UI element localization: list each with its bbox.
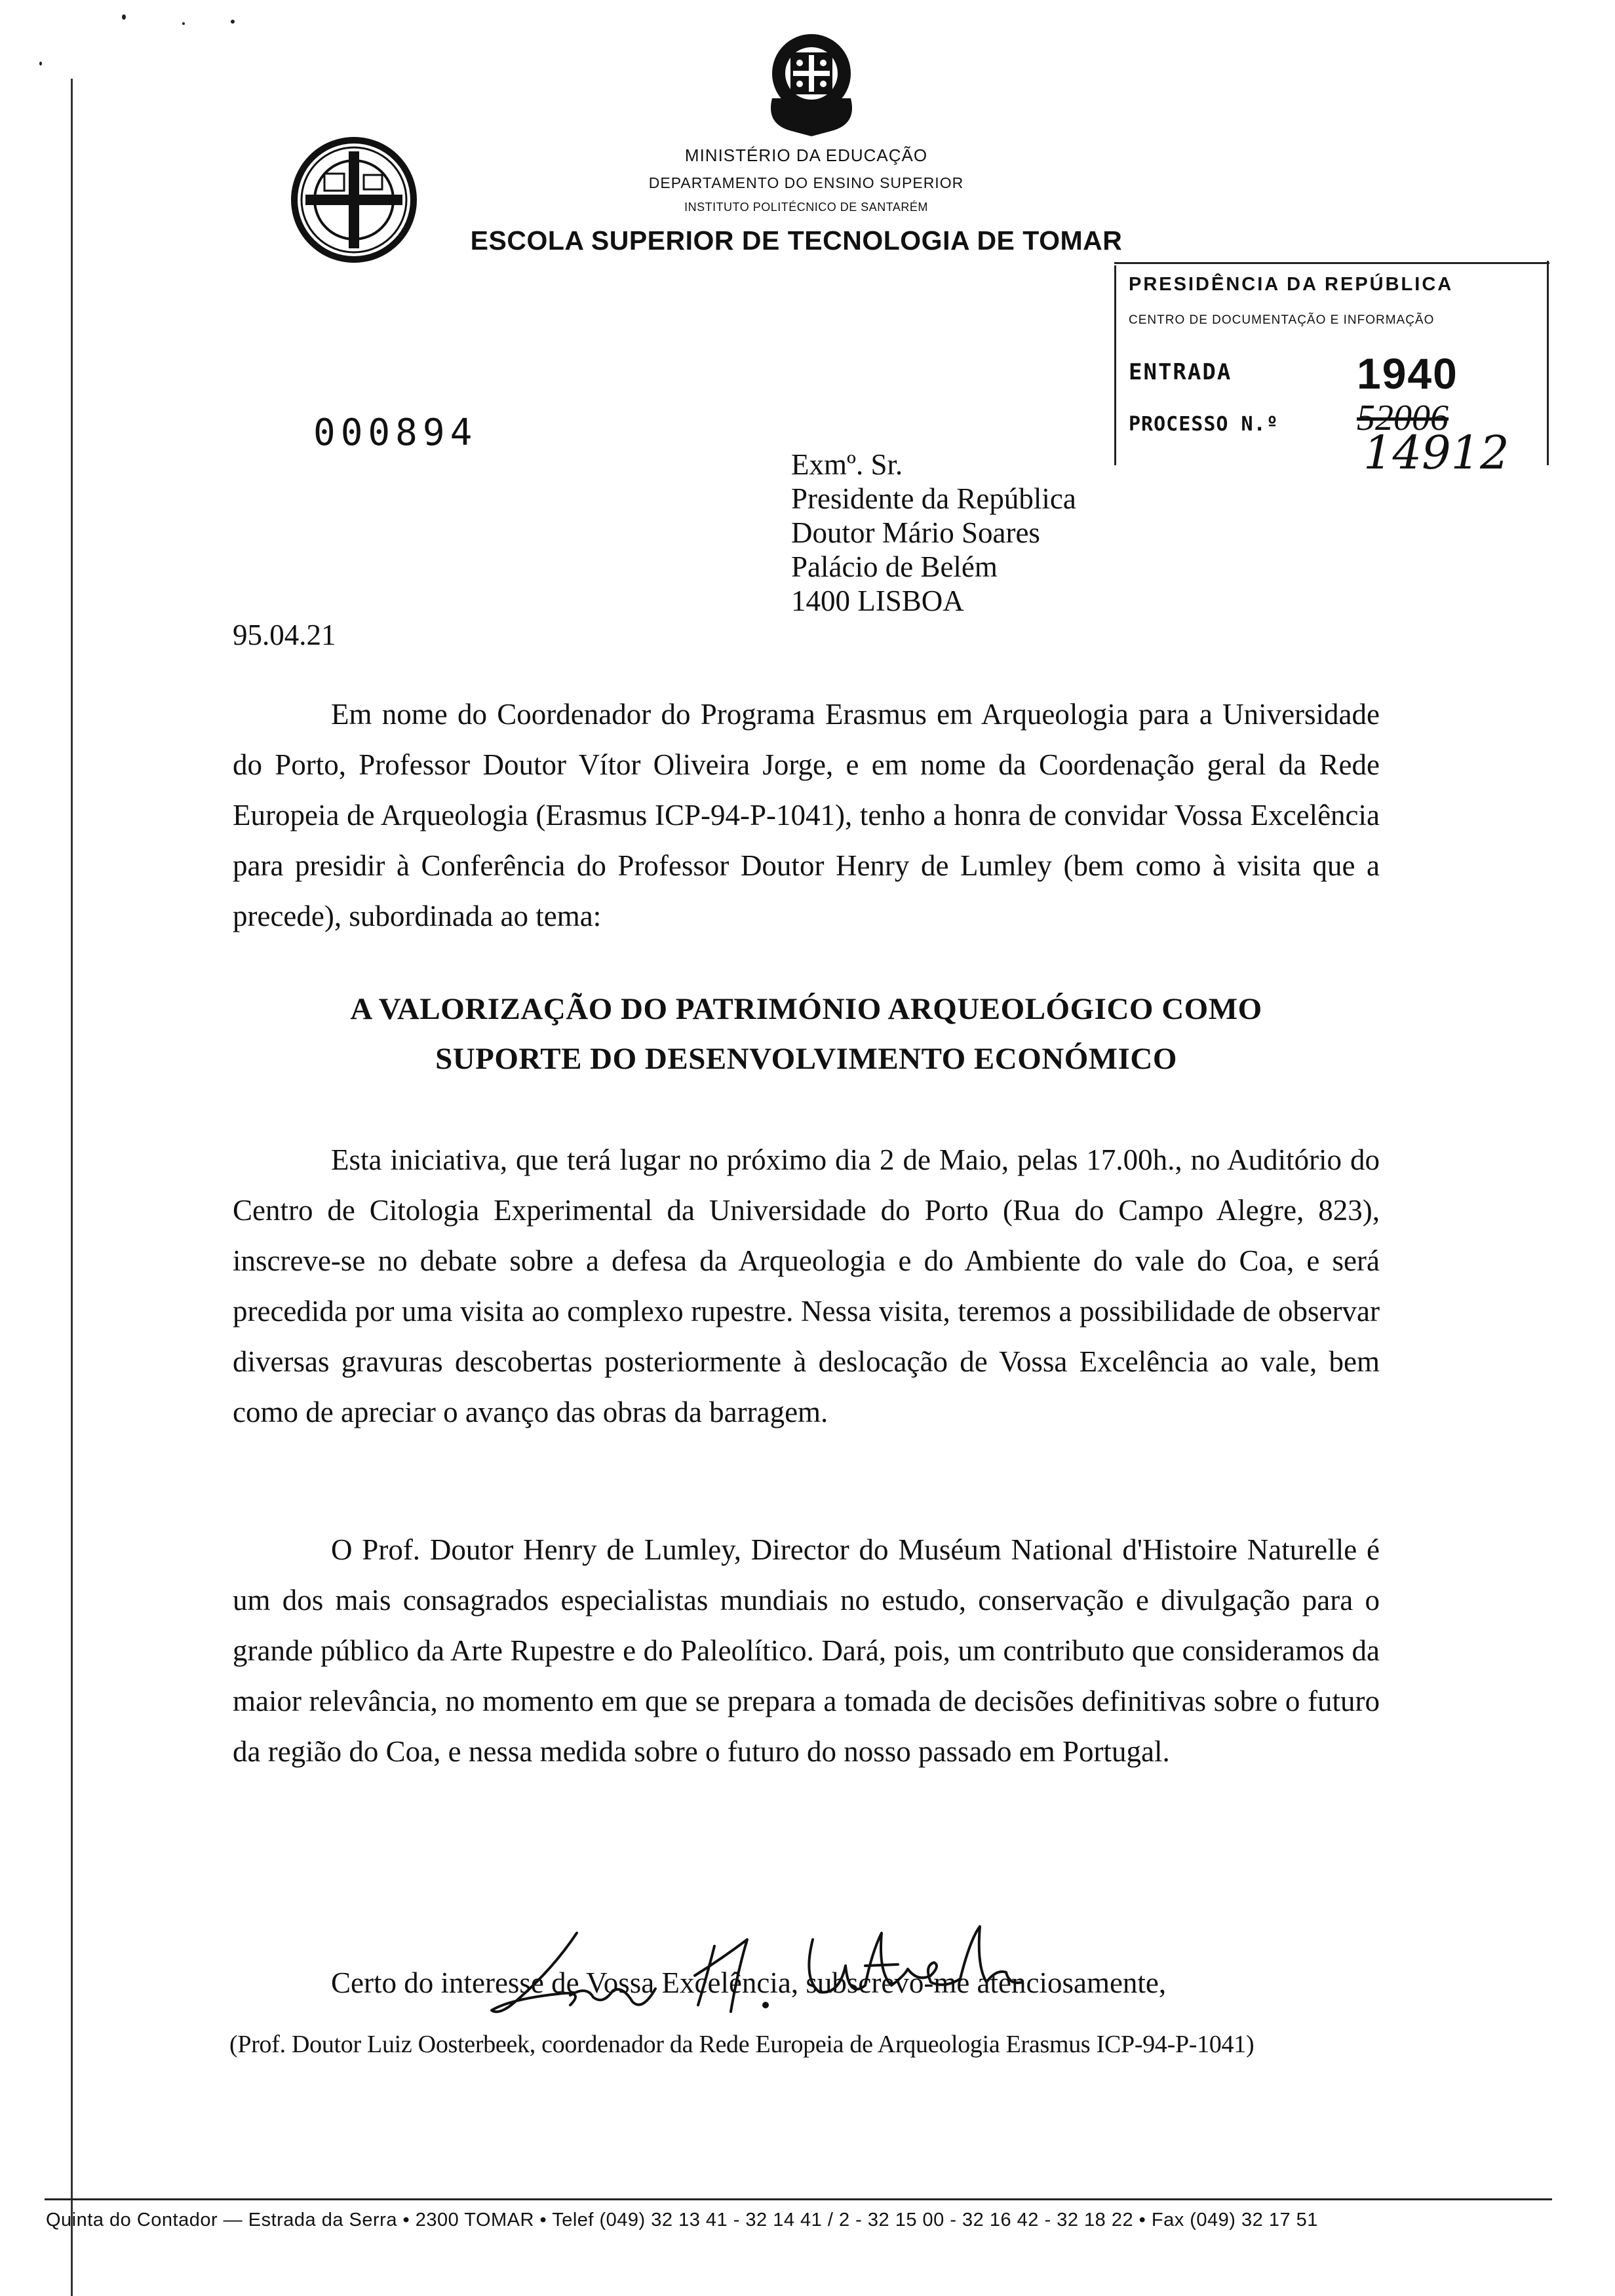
conference-title-line-2: SUPORTE DO DESENVOLVIMENTO ECONÓMICO	[435, 1042, 1177, 1076]
recipient-title: Presidente da República	[791, 482, 1076, 515]
footer-contact: Quinta do Contador — Estrada da Serra • 2300 TOMAR • Telef (049) 32 13 41 - 32 14 41 / 2 - 32 15 00 - 32 16 42 - 32 18 22 • Fax (049) 32 17 51	[46, 2210, 1318, 2230]
stamp-handwritten-number: 14912	[1363, 426, 1509, 480]
conference-title	[233, 984, 1380, 1084]
coat-of-arms-icon	[766, 26, 857, 138]
stamp-office: PRESIDÊNCIA DA REPÚBLICA	[1129, 274, 1454, 295]
document-number: 000894	[313, 411, 478, 454]
signatory-caption: (Prof. Doutor Luiz Oosterbeek, coordenador da Rede Europeia de Arqueologia Erasmus ICP-94-P-1041)	[229, 2031, 1255, 2058]
stamp-center: CENTRO DE DOCUMENTAÇÃO E INFORMAÇÃO	[1129, 313, 1435, 327]
scan-speck	[39, 62, 42, 66]
recipient-city: 1400 LISBOA	[791, 584, 964, 617]
stamp-processo-label: PROCESSO N.º	[1129, 413, 1279, 436]
recipient-name: Doutor Mário Soares	[791, 516, 1040, 549]
handwritten-signature	[472, 1913, 1062, 2025]
stamp-entrada-label: ENTRADA	[1129, 359, 1232, 385]
department-name: DEPARTAMENTO DO ENSINO SUPERIOR	[648, 174, 964, 191]
institute-name: INSTITUTO POLITÉCNICO DE SANTARÉM	[684, 201, 928, 214]
recipient-salutation: Exmº. Sr.	[791, 448, 903, 481]
body-paragraph-3: O Prof. Doutor Henry de Lumley, Director do Muséum National d'Histoire Naturelle é um dos mais consagrados especialistas mundiais no estudo, conservação e divulgação para o grande público da Arte Rupestre e do Paleolítico. Dará, pois, um contributo que consideramos da maior relevância, no momento em que se prepara a tomada de decisões definitivas sobre o futuro da região do Coa, e nessa medida sobre o futuro do nosso passado em Portugal.	[233, 1533, 1380, 1768]
ministry-name: MINISTÉRIO DA EDUCAÇÃO	[684, 145, 928, 165]
scan-speck	[182, 22, 185, 25]
stamp-border	[1114, 265, 1116, 465]
recipient-address	[791, 448, 1076, 618]
conference-title-line-1: A VALORIZAÇÃO DO PATRIMÓNIO ARQUEOLÓGICO COMO	[350, 992, 1262, 1026]
scan-speck	[231, 20, 235, 24]
binding-margin-line	[71, 79, 73, 2296]
letter-date: 95.04.21	[233, 619, 336, 651]
body-paragraph-2: Esta iniciativa, que terá lugar no próximo dia 2 de Maio, pelas 17.00h., no Auditório do Centro de Citologia Experimental da Universidade do Porto (Rua do Campo Alegre, 823), inscreve-se no debate sobre a defesa da Arqueologia e do Ambiente do vale do Coa, e será precedida por uma visita ao complexo rupestre. Nessa visita, teremos a possibilidade de observar diversas gravuras descobertas posteriormente à deslocação de Vossa Excelência ao vale, bem como de apreciar o avanço das obras da barragem.	[233, 1143, 1380, 1428]
school-name: ESCOLA SUPERIOR DE TECNOLOGIA DE TOMAR	[470, 225, 1123, 256]
institution-seal-icon	[288, 134, 419, 265]
recipient-street: Palácio de Belém	[791, 550, 998, 583]
stamp-processo-number: 52006	[1357, 398, 1449, 438]
closing-line: Certo do interesse de Vossa Excelência, subscrevo-me atenciosamente,	[331, 1966, 1167, 1999]
scan-speck	[122, 14, 126, 20]
footer-rule	[45, 2198, 1552, 2200]
stamp-border	[1547, 261, 1549, 465]
stamp-entrada-year: 1940	[1357, 349, 1458, 398]
stamp-border	[1114, 262, 1549, 264]
body-paragraph-1: Em nome do Coordenador do Programa Erasmus em Arqueologia para a Universidade do Porto, Professor Doutor Vítor Oliveira Jorge, e em nome da Coordenação geral da Rede Europeia de Arqueologia (Erasmus ICP-94-P-1041), tenho a honra de convidar Vossa Excelência para presidir à Conferência do Professor Doutor Henry de Lumley (bem como à visita que a precede), subordinada ao tema:	[233, 698, 1380, 932]
